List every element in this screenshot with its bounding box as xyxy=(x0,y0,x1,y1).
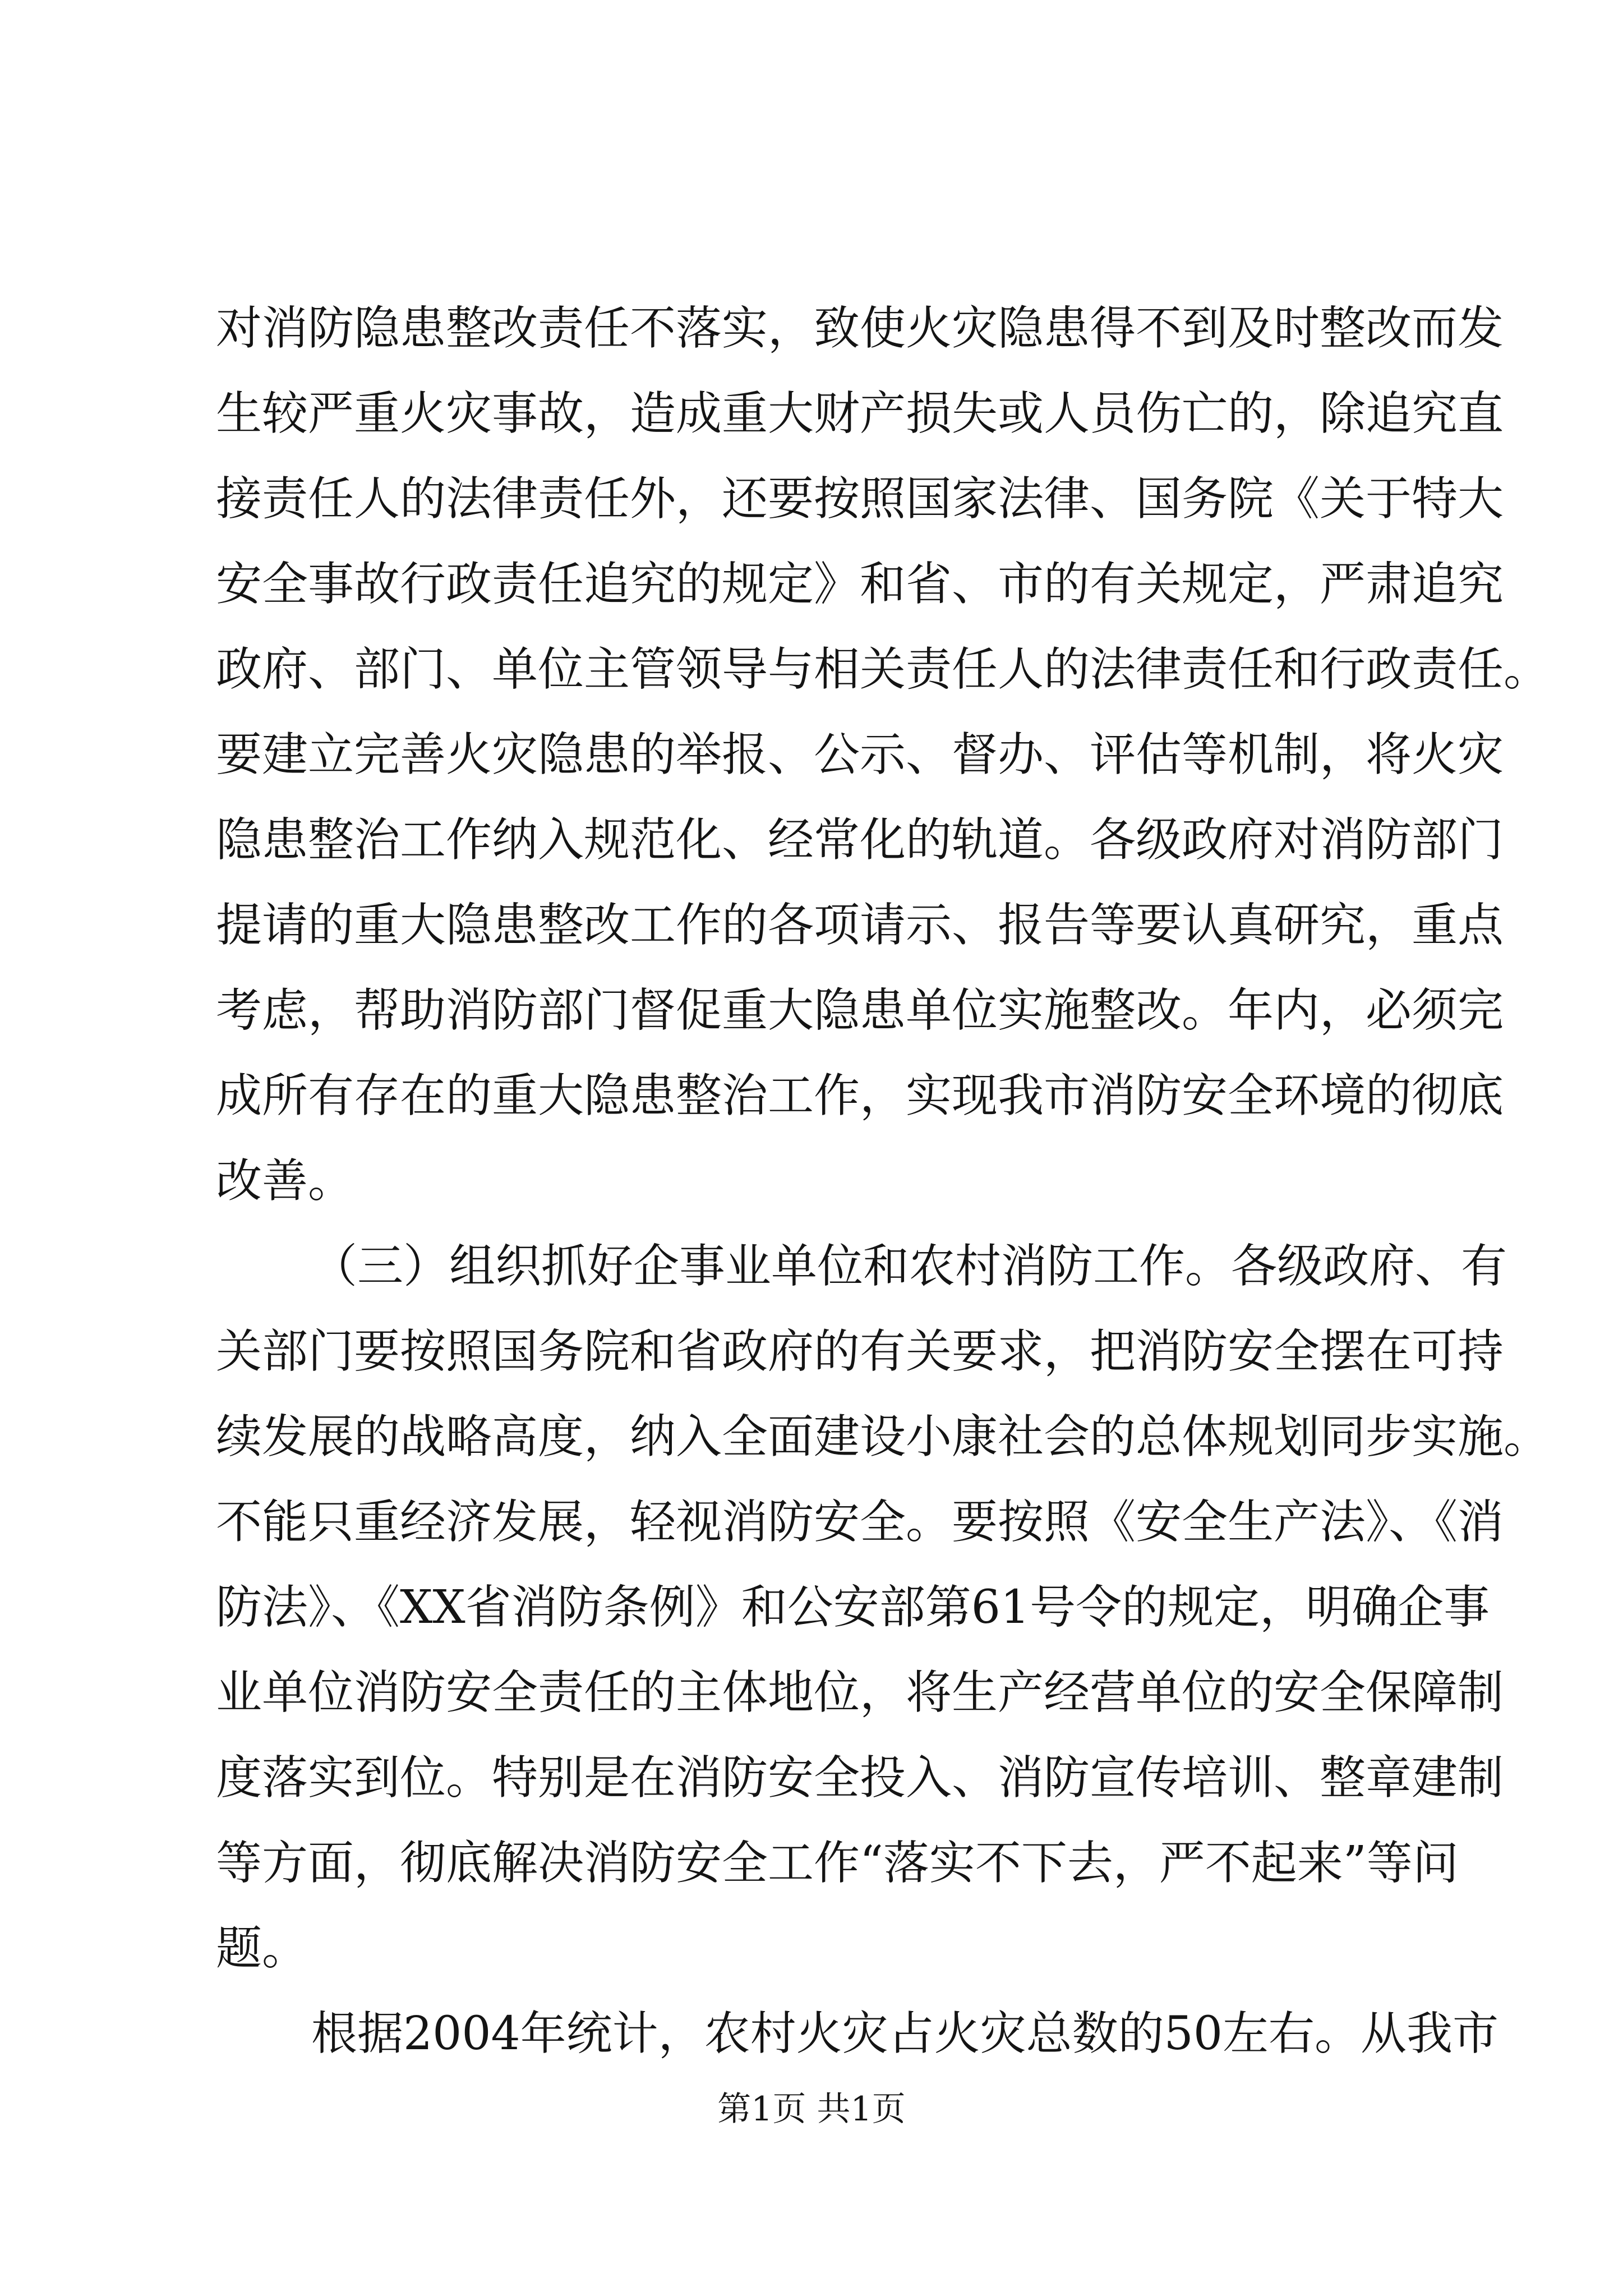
text-line: （三）组织抓好企事业单位和农村消防工作。各级政府、有 xyxy=(311,1240,1507,1293)
text-line: 防法》、《XX省消防条例》和公安部第61号令的规定，明确企事 xyxy=(216,1581,1490,1634)
text-line: 续发展的战略高度，纳入全面建设小康社会的总体规划同步实施。 xyxy=(216,1410,1550,1464)
text-line: 要建立完善火灾隐患的举报、公示、督办、评估等机制，将火灾 xyxy=(216,728,1504,781)
text-line: 度落实到位。特别是在消防安全投入、消防宣传培训、整章建制 xyxy=(216,1751,1504,1805)
text-line: 安全事故行政责任追究的规定》和省、市的有关规定，严肃追究 xyxy=(216,558,1504,611)
page-number: 第1页 共1页 xyxy=(717,2090,906,2129)
text-line: 关部门要按照国务院和省政府的有关要求，把消防安全摆在可持 xyxy=(216,1325,1504,1378)
text-line: 对消防隐患整改责任不落实，致使火灾隐患得不到及时整改而发 xyxy=(216,302,1504,355)
text-line: 等方面，彻底解决消防安全工作“落实不下去，严不起来”等问 xyxy=(216,1837,1459,1890)
text-line: 成所有存在的重大隐患整治工作，实现我市消防安全环境的彻底 xyxy=(216,1069,1504,1122)
text-line: 生较严重火灾事故，造成重大财产损失或人员伤亡的，除追究直 xyxy=(216,387,1504,440)
text-line: 业单位消防安全责任的主体地位，将生产经营单位的安全保障制 xyxy=(216,1666,1504,1719)
text-line: 根据2004年统计，农村火灾占火灾总数的50左右。从我市 xyxy=(311,2007,1499,2060)
text-line: 改善。 xyxy=(216,1154,354,1208)
text-line: 题。 xyxy=(216,1922,308,1975)
text-line: 考虑，帮助消防部门督促重大隐患单位实施整改。年内，必须完 xyxy=(216,984,1504,1037)
body-text xyxy=(216,286,1550,2077)
text-line: 接责任人的法律责任外，还要按照国家法律、国务院《关于特大 xyxy=(216,472,1504,526)
text-line: 不能只重经济发展，轻视消防安全。要按照《安全生产法》、《消 xyxy=(216,1496,1504,1549)
text-line: 隐患整治工作纳入规范化、经常化的轨道。各级政府对消防部门 xyxy=(216,813,1504,867)
text-line: 提请的重大隐患整改工作的各项请示、报告等要认真研究，重点 xyxy=(216,899,1504,952)
text-line: 政府、部门、单位主管领导与相关责任人的法律责任和行政责任。 xyxy=(216,643,1550,696)
